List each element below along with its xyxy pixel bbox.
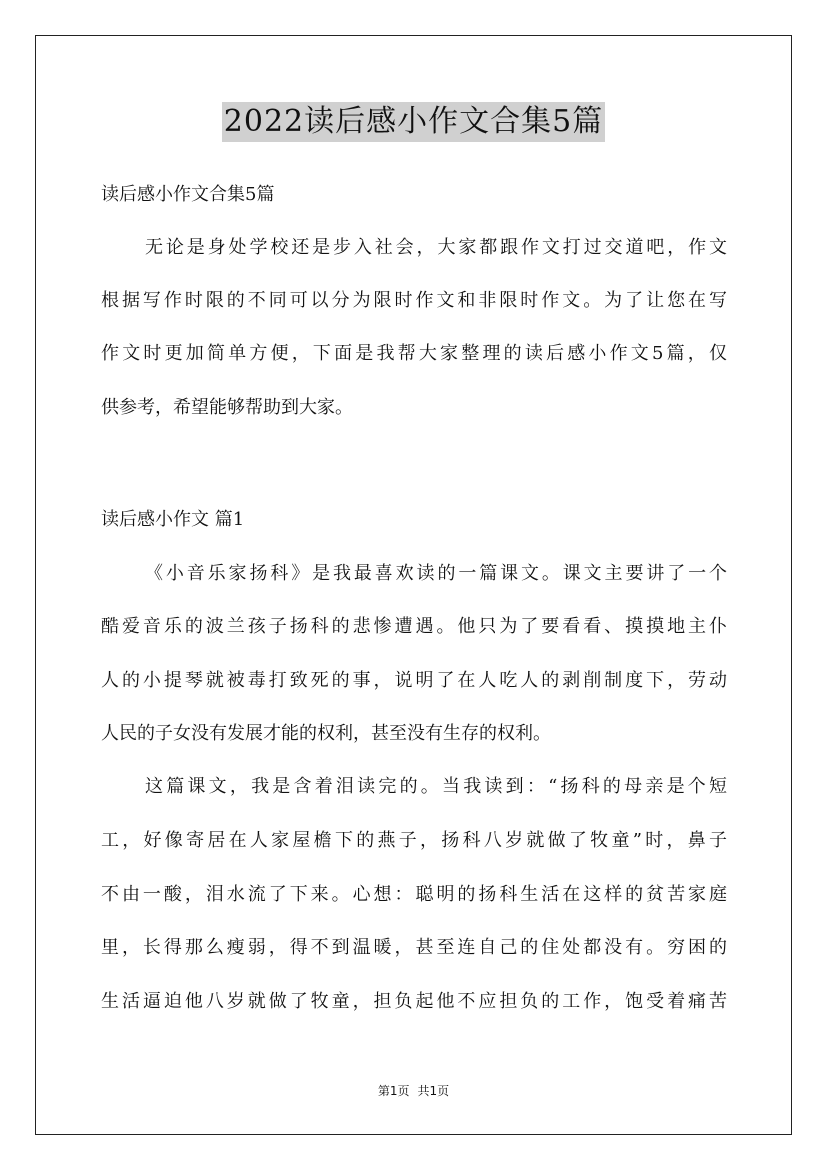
paragraph-line: 不由一酸，泪水流了下来。心想：聪明的扬科生活在这样的贫苦家庭 <box>101 884 727 905</box>
section-heading: 读后感小作文 篇1 <box>101 509 245 530</box>
page-total: 共1页 <box>417 1084 450 1098</box>
intro-line: 根据写作时限的不同可以分为限时作文和非限时作文。为了让您在写 <box>101 290 727 311</box>
page-number: 第1页 <box>377 1084 410 1098</box>
paragraph-line: 《小音乐家扬科》是我最喜欢读的一篇课文。课文主要讲了一个 <box>145 563 727 584</box>
subtitle: 读后感小作文合集5篇 <box>101 184 275 205</box>
paragraph-line: 工，好像寄居在人家屋檐下的燕子，扬科八岁就做了牧童”时，鼻子 <box>101 830 727 851</box>
title-container <box>0 102 827 142</box>
paragraph-line: 里，长得那么瘦弱，得不到温暖，甚至连自己的住处都没有。穷困的 <box>101 937 727 958</box>
paragraph-line: 人民的子女没有发展才能的权利，甚至没有生存的权利。 <box>101 723 551 744</box>
intro-line: 作文时更加简单方便，下面是我帮大家整理的读后感小作文5篇，仅 <box>101 343 727 364</box>
paragraph-line: 人的小提琴就被毒打致死的事，说明了在人吃人的剥削制度下，劳动 <box>101 670 727 691</box>
intro-line: 供参考，希望能够帮助到大家。 <box>101 397 353 418</box>
paragraph-line: 酷爱音乐的波兰孩子扬科的悲惨遭遇。他只为了要看看、摸摸地主仆 <box>101 616 727 637</box>
intro-line: 无论是身处学校还是步入社会，大家都跟作文打过交道吧，作文 <box>145 237 727 258</box>
document-title: 2022读后感小作文合集5篇 <box>222 102 605 142</box>
paragraph-line: 这篇课文，我是含着泪读完的。当我读到：“扬科的母亲是个短 <box>145 776 727 797</box>
page-footer <box>0 1083 827 1099</box>
paragraph-line: 生活逼迫他八岁就做了牧童，担负起他不应担负的工作，饱受着痛苦 <box>101 991 727 1012</box>
